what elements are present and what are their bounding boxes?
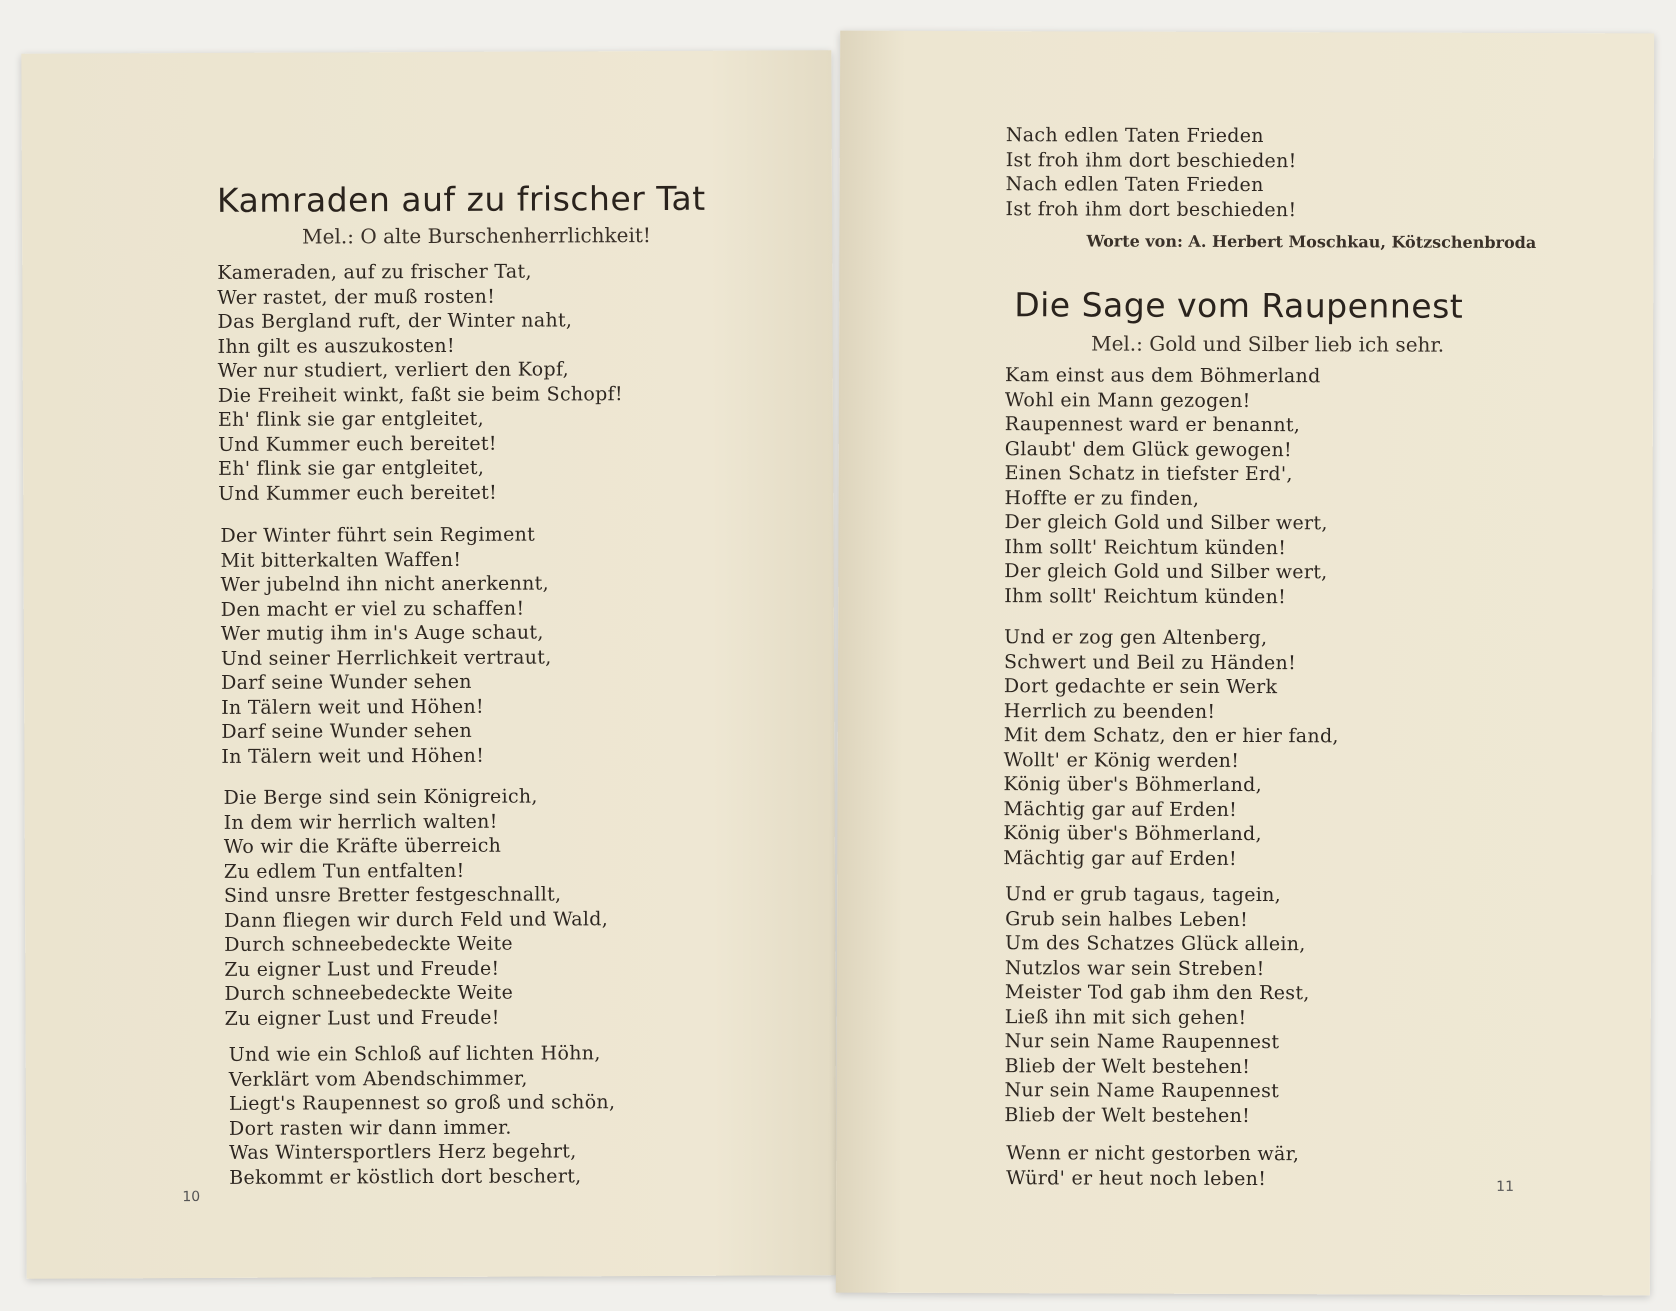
verse-line: Um des Schatzes Glück allein, — [1004, 932, 1306, 956]
verse-line: Kam einst aus dem Böhmerland — [1004, 364, 1321, 388]
verse-line: Wollt' er König werden! — [1003, 748, 1240, 772]
verse-line: Mit dem Schatz, den er hier fand, — [1003, 724, 1339, 748]
verse-line: In Tälern weit und Höhen! — [221, 695, 484, 719]
verse-line: Blieb der Welt bestehen! — [1004, 1054, 1251, 1078]
verse-line: Ihm sollt' Reichtum künden! — [1004, 584, 1287, 608]
verse-line: Nach edlen Taten Frieden — [1005, 173, 1264, 197]
melody-note: Mel.: Gold und Silber lieb ich sehr. — [1091, 331, 1445, 357]
verse-line: Wohl ein Mann gezogen! — [1004, 388, 1251, 412]
stanza — [224, 784, 609, 1031]
stanza — [229, 1041, 616, 1190]
song-title: Die Sage vom Raupennest — [1014, 285, 1464, 326]
verse-line: Und er zog gen Altenberg, — [1004, 626, 1268, 650]
verse-line: Dort gedachte er sein Werk — [1003, 675, 1278, 699]
stanza — [220, 522, 552, 768]
verse-line: Der Winter führt sein Regiment — [220, 523, 536, 547]
verse-line: Dann fliegen wir durch Feld und Wald, — [224, 907, 609, 932]
stanza — [1004, 363, 1328, 609]
verse-line: Glaubt' dem Glück gewogen! — [1004, 437, 1293, 461]
verse-line: König über's Böhmerland, — [1003, 822, 1262, 846]
verse-line: Der gleich Gold und Silber wert, — [1004, 560, 1328, 584]
verse-line: Ist froh ihm dort beschieden! — [1005, 197, 1297, 221]
verse-line: Ließ ihn mit sich gehen! — [1004, 1005, 1247, 1029]
page-number: 11 — [1496, 1178, 1515, 1195]
verse-line: Verklärt vom Abendschimmer, — [228, 1067, 528, 1091]
verse-line: Ihm sollt' Reichtum künden! — [1004, 535, 1287, 559]
stanza — [1006, 1141, 1299, 1191]
verse-line: Durch schneebedeckte Weite — [224, 981, 514, 1005]
verse-line: Darf seine Wunder sehen — [221, 719, 473, 743]
verse-line: Sind unsre Bretter festgeschnallt, — [223, 883, 562, 907]
verse-line: Und seiner Herrlichkeit vertraut, — [220, 645, 552, 670]
verse-line: Dort rasten wir dann immer. — [228, 1116, 512, 1140]
page-number: 10 — [182, 1189, 201, 1206]
verse-line: Zu eigner Lust und Freude! — [224, 1006, 500, 1030]
verse-line: Schwert und Beil zu Händen! — [1003, 650, 1297, 674]
verse-line: Meister Tod gab ihm den Rest, — [1004, 981, 1310, 1005]
verse-line: Bekommt er köstlich dort beschert, — [229, 1164, 582, 1189]
verse-line: Wenn er nicht gestorben wär, — [1006, 1142, 1300, 1166]
verse-line: Mächtig gar auf Erden! — [1003, 797, 1238, 821]
verse-line: Herrlich zu beenden! — [1003, 699, 1216, 723]
verse-line: Liegt's Raupennest so groß und schön, — [228, 1091, 616, 1115]
verse-line: Eh' flink sie gar entgleitet, — [217, 407, 484, 431]
verse-line: Eh' flink sie gar entgleitet, — [218, 456, 485, 480]
verse-line: Zu edlem Tun entfalten! — [223, 859, 465, 883]
verse-line: Mit bitterkalten Waffen! — [220, 548, 462, 572]
verse-line: Nur sein Name Raupennest — [1004, 1079, 1280, 1103]
verse-line: In dem wir herrlich walten! — [223, 810, 498, 834]
verse-line: König über's Böhmerland, — [1003, 773, 1263, 797]
verse-line: Zu eigner Lust und Freude! — [224, 957, 500, 981]
verse-line: Würd' er heut noch leben! — [1006, 1166, 1267, 1190]
verse-line: Nur sein Name Raupennest — [1004, 1030, 1280, 1054]
verse-line: Blieb der Welt bestehen! — [1004, 1103, 1251, 1127]
verse-line: Einen Schatz in tiefster Erd', — [1004, 462, 1293, 486]
verse-line: Wer nur studiert, verliert den Kopf, — [217, 358, 569, 382]
verse-line: Ihn gilt es auszukosten! — [217, 334, 455, 358]
verse-line: Die Freiheit winkt, faßt sie beim Schopf! — [217, 382, 623, 407]
verse-line: Und er grub tagaus, tagein, — [1005, 883, 1282, 907]
stanza — [1003, 625, 1339, 871]
verse-line: Grub sein halbes Leben! — [1005, 907, 1249, 931]
stanza — [217, 259, 623, 506]
verse-line: Wo wir die Kräfte überreich — [223, 834, 502, 858]
verse-line: Mächtig gar auf Erden! — [1003, 846, 1238, 870]
verse-line: In Tälern weit und Höhen! — [221, 744, 485, 768]
left-page — [21, 50, 836, 1279]
verse-line: Den macht er viel zu schaffen! — [220, 597, 525, 621]
verse-line: Kameraden, auf zu frischer Tat, — [217, 260, 532, 284]
verse-line: Die Berge sind sein Königreich, — [223, 785, 538, 809]
verse-line: Und wie ein Schloß auf lichten Höhn, — [228, 1042, 601, 1066]
verse-line: Wer jubelnd ihn nicht anerkennt, — [220, 572, 549, 596]
verse-line: Nach edlen Taten Frieden — [1005, 124, 1264, 148]
verse-line: Und Kummer euch bereitet! — [218, 481, 498, 505]
verse-line: Was Wintersportlers Herz begehrt, — [229, 1140, 577, 1164]
verse-line: Ist froh ihm dort beschieden! — [1005, 148, 1297, 172]
verse-line: Darf seine Wunder sehen — [221, 670, 472, 694]
right-page — [836, 31, 1654, 1296]
stanza — [1004, 882, 1310, 1128]
verse-line: Hoffte er zu finden, — [1004, 486, 1200, 510]
verse-line: Der gleich Gold und Silber wert, — [1004, 511, 1328, 535]
author-credit: Worte von: A. Herbert Moschkau, Kötzschenbroda — [1086, 231, 1537, 253]
song-title: Kamraden auf zu frischer Tat — [216, 178, 706, 220]
verse-line: Das Bergland ruft, der Winter naht, — [217, 309, 573, 333]
verse-line: Durch schneebedeckte Weite — [224, 932, 513, 956]
verse-line: Und Kummer euch bereitet! — [217, 432, 497, 456]
verse-line: Raupennest ward er benannt, — [1004, 413, 1301, 437]
verse-line: Wer rastet, der muß rosten! — [217, 285, 496, 309]
verse-line: Wer mutig ihm in's Auge schaut, — [220, 621, 544, 645]
stanza-continuation — [1006, 123, 1297, 222]
melody-note: Mel.: O alte Burschenherrlichkeit! — [302, 223, 651, 249]
verse-line: Nutzlos war sein Streben! — [1004, 956, 1265, 980]
